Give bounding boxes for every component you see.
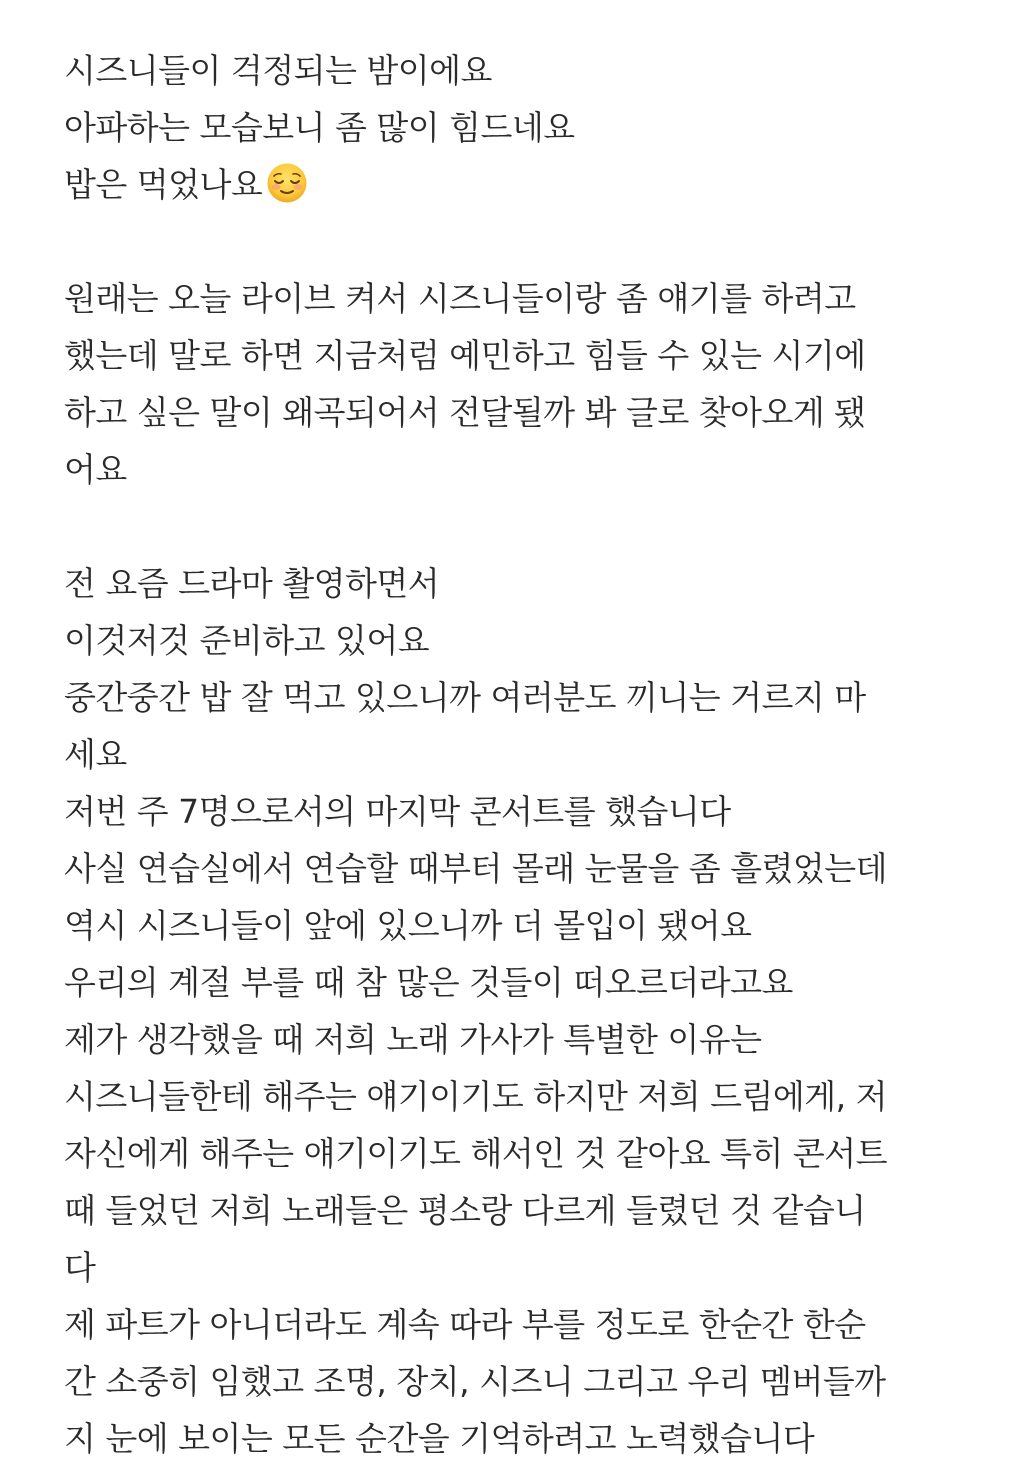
post-line: 제가 생각했을 때 저희 노래 가사가 특별한 이유는 [64, 1020, 762, 1059]
post-line: 이것저것 준비하고 있어요 [64, 621, 430, 660]
post-line-text: 밥은 먹었나요 [64, 165, 263, 204]
post-line: 자신에게 해주는 얘기이기도 해서인 것 같아요 특히 콘서트 [64, 1134, 887, 1173]
paragraph-spacer [64, 498, 964, 555]
post-line: 시즈니들한테 해주는 얘기이기도 하지만 저희 드림에게, 저 [64, 1077, 887, 1116]
post-line: 사실 연습실에서 연습할 때부터 몰래 눈물을 좀 흘렸었는데 [64, 849, 887, 888]
post-line: 저번 주 7명으로서의 마지막 콘서트를 했습니다 [64, 792, 731, 831]
post-line: 전 요즘 드라마 촬영하면서 [64, 564, 440, 603]
post-line: 어요 [64, 450, 127, 489]
paragraph-spacer [64, 213, 964, 270]
post-line: 하고 싶은 말이 왜곡되어서 전달될까 봐 글로 찾아오게 됐 [64, 393, 866, 432]
post-line: 우리의 계절 부를 때 참 많은 것들이 떠오르더라고요 [64, 963, 793, 1002]
post-line: 시즈니들이 걱정되는 밤이에요 [64, 51, 492, 90]
relieved-face-emoji-icon [266, 162, 308, 204]
post-line-with-emoji [64, 156, 964, 213]
post-line: 아파하는 모습보니 좀 많이 힘드네요 [64, 108, 575, 147]
post-line: 세요 [64, 735, 127, 774]
post-line: 했는데 말로 하면 지금처럼 예민하고 힘들 수 있는 시기에 [64, 336, 866, 375]
post-line: 간 소중히 임했고 조명, 장치, 시즈니 그리고 우리 멤버들까 [64, 1362, 886, 1401]
post-line: 때 들었던 저희 노래들은 평소랑 다르게 들렸던 것 같습니 [64, 1191, 866, 1230]
post-line: 다 [64, 1248, 96, 1287]
post-line: 중간중간 밥 잘 먹고 있으니까 여러분도 끼니는 거르지 마 [64, 678, 866, 717]
post-line: 역시 시즈니들이 앞에 있으니까 더 몰입이 됐어요 [64, 906, 752, 945]
post-body [64, 42, 964, 1467]
post-line: 제 파트가 아니더라도 계속 따라 부를 정도로 한순간 한순 [64, 1305, 866, 1344]
post-line: 원래는 오늘 라이브 켜서 시즈니들이랑 좀 얘기를 하려고 [64, 279, 856, 318]
post-line: 지 눈에 보이는 모든 순간을 기억하려고 노력했습니다 [64, 1419, 815, 1458]
